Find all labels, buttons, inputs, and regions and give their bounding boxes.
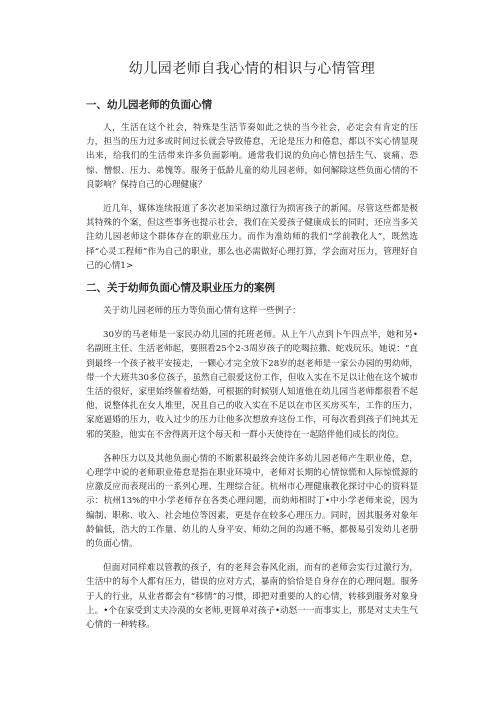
section-heading-1: 一、幼儿园老师的负面心情 <box>86 99 212 111</box>
document-title: 幼儿园老师自我心情的相识与心情管理 <box>128 61 376 77</box>
paragraph: 关于幼儿园老师的压力等负面心情有这样一些例子： <box>103 306 301 317</box>
paragraph: 但面对同样难以管教的孩子，有的老拜会春风化雨，而有的老师会实行过激行为，生活中的每个人都有压力，错误的应对方式，暴南的恰恰是自身存在的心理问题。服务于人的行业，从业者都会有“移情”的习惯，即把对重要的人的心情，转移到服务对象身上。•个在家受到丈夫冷漠的女老师,更简单对孩子•动怒一一而事实上，那是对丈夫生气心情的一种转移。 <box>86 563 418 631</box>
paragraph: 30岁的马老师是一家民办幼儿园的托班老师。从上午八点到卜午四点半，她和另•名副班主任、生活老师起，要照看25个2-3周岁孩子的吃喝拉撒、蛇戏玩乐。她说：“直到最终一个孩子被平安接走，一颗心才完全放下28岁的赵老师是一家公办园的男幼师，带一个大班共30多位孩子，虽然自己很爱这份工作，但收入实在不足以让他在这个城市生活的很好，家里始终催着结婚，可根据的时候别人知道他在幼儿园当老师都很看不起他，说整体扎在女人堆里，况且自己的收入实在不足以在市区买房买车，工作的压力，家庭逼婚的压力，收入过少的压力让他多次想放弃这份工作，可每次看到孩子们纯其无邪的笑脸，他实在不舍得离开这个每天和一群小天使待在一起陪伴他们成长的岗位。 <box>86 330 418 440</box>
paragraph: 各种压力以及其他负面心情的不断累积最终会使许多幼儿园老师产生职业倦，怠，心理学中说的老师职业倦怠是指在职业环境中，老师对长期的心情惊慌和人际惊慌源的应激反应而表现出的一系列心理、生理综合征。杭州市心理健康教化探讨中心的资料显示：杭州13%的中小学老师存在各类心理问题，而幼师相时丁•中小学老师来说，因为编制、职称、收入、社会地位等因素，更是存在较多心理压力。同时，因其服务对象年龄偏低，浩大的工作量、幼儿的人身平安、师幼之间的沟通不畅，都极易引发幼儿老册的负面心情。 <box>86 453 418 550</box>
paragraph: 人，生活在这个社会，特殊是生活节奏如此之快的当今社会，必定会有肯定的压力，担当的压力过多或时间过长就会导致倦怠，无论是压力和倦怠，都以不实心情显现出来，给我们的生活带来许多负面影响。通常我们说的负向心情包括生气、哀痛、恐惊、憎恨、压力、弟愧等。服务于低龄儿童的幼儿园老师，如何解除这些负面心情的不良影响？保持自己的心理健康？ <box>86 123 418 190</box>
section-heading-2: 二、关于幼师负面心情及职业压力的案例 <box>86 282 275 295</box>
paragraph: 近几年，媒体连续报道了多次老加采纳过激行为损害孩子的新闻。尽管这些都是极其特殊的个案，但这些事务也提示社会，我们在关爱孩子健康成长的同时，还应当多关注幼儿园老师这个群体存在的职业压力。而作为准幼师的我们“学前教化人”，既然选择“心灵工程师”作为自己的职业，那么也必需做好心理打算，学会面对压力，管理好自己的心情1> <box>86 204 418 271</box>
